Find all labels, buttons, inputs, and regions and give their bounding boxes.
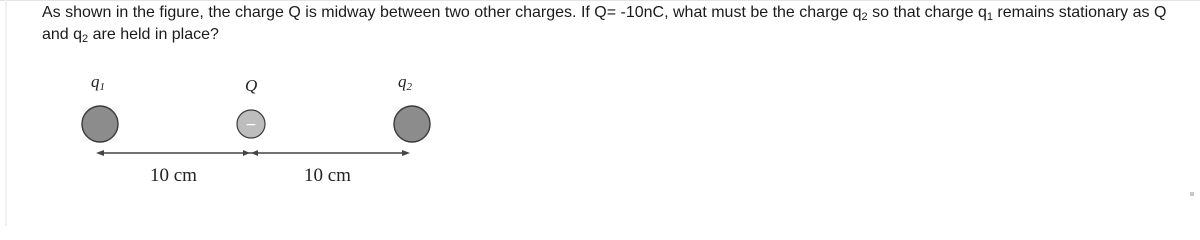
q2-subscript-second: 2 [82, 33, 89, 45]
axis-arrow-mid-right [251, 150, 258, 156]
question-part-4: are held in place? [88, 26, 219, 43]
charges-figure [60, 64, 460, 194]
negative-sign-icon: − [245, 117, 257, 133]
left-margin-rule [5, 0, 7, 226]
axis-arrow-left [96, 150, 104, 156]
label-q1: q1 [91, 72, 105, 93]
top-divider [0, 0, 1200, 1]
question-text [42, 2, 1192, 46]
corner-marker [1190, 192, 1194, 196]
question-part-2: so that charge q [867, 4, 987, 21]
label-Q: Q [245, 76, 258, 95]
distance-label-left: 10 cm [150, 165, 197, 186]
q2-subscript: 2 [861, 11, 868, 23]
question-part-3: remains stationary as Q and q [42, 4, 1167, 43]
question-part-1: As shown in the figure, the charge Q is midway between two other charges. If Q= -10nC, what must be the charge q [42, 4, 862, 21]
charge-q2 [394, 106, 430, 142]
axis-arrow-right [402, 150, 410, 156]
charge-q1 [82, 106, 118, 142]
charges-diagram [60, 64, 460, 194]
axis-arrow-mid-left [243, 150, 250, 156]
distance-label-right: 10 cm [304, 165, 351, 186]
label-q2: q2 [398, 72, 412, 93]
q1-subscript: 1 [986, 11, 993, 23]
